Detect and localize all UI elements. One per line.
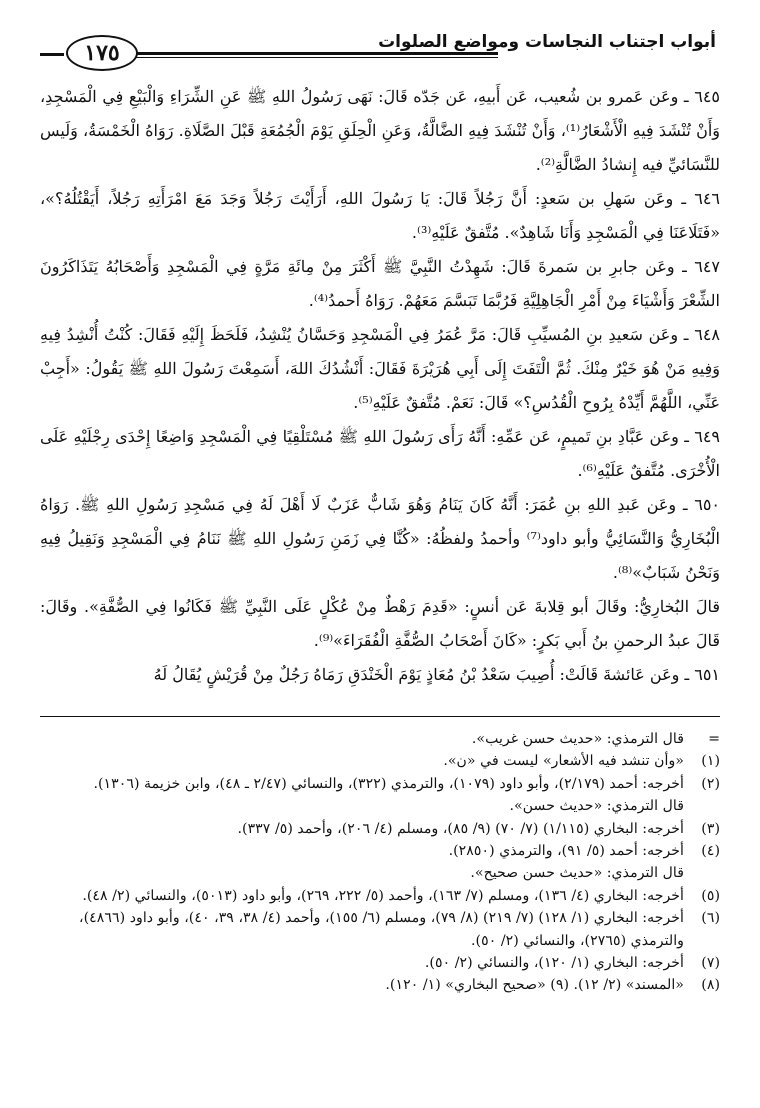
footnote-3	[40, 818, 720, 840]
footnote-number: (٨)	[701, 977, 720, 994]
footnote-7	[40, 952, 720, 974]
hadith-648: ٦٤٨ ـ وعَن سَعيدِ بنِ المُسيِّبِ قَالَ: مَرَّ عُمَرُ فِي الْمَسْجِدِ وَحَسَّانُ يُنْشِدُ، فَلَحَظَ إِلَيْهِ فَقَالَ: كُنْتُ أُنْشِدُ فِيهِ وَفِيهِ مَنْ هُوَ خَيْرٌ مِنْكَ. ثُمَّ الْتَفَتَ إِلَى أَبِي هُرَيْرَةَ فَقَالَ: أَنْشُدُكَ اللهَ، أَسَمِعْتَ رَسُولَ اللهِ ﷺ يَقُولُ: «أَجِبْ عَنِّي، اللَّهُمَّ أَيِّدْهُ بِرُوحِ الْقُدُسِ؟» قَالَ: نَعَمْ. مُتَّفقٌ عَلَيْهِ⁽⁵⁾.	[40, 325, 720, 412]
footnote-number: (٧)	[701, 955, 720, 972]
footnote-6	[40, 907, 720, 952]
footnote-number: (٥)	[701, 887, 720, 904]
footnote-text: أخرجه: أحمد (٥/ ٩١)، والترمذي (٢٨٥٠).	[448, 843, 684, 860]
hadith-649: ٦٤٩ ـ وعَن عَبَّادِ بنِ تَميمٍ، عَن عَمِّهِ: أَنَّهُ رَأَى رَسُولَ اللهِ ﷺ مُسْتَلْقِيًا فِي الْمَسْجِدِ وَاضِعًا إِحْدَى رِجْلَيْهِ عَلَى الْأُخْرَى. مُتَّفقٌ عَلَيْهِ⁽⁶⁾.	[40, 427, 720, 480]
footnote-text: «وأن تنشد فيه الأشعار» ليست في «ن».	[443, 753, 684, 770]
footnote-4-note	[40, 862, 720, 884]
footnote-text: قال الترمذي: «حديث حسن غريب».	[471, 731, 684, 747]
page-header	[40, 22, 720, 66]
main-text	[40, 80, 720, 692]
bukhari-comment: قالَ البُخارِيُّ: وقَالَ أبو قِلابةَ عَن أنسٍ: «قَدِمَ رَهْطٌ مِنْ عُكْلٍ عَلَى النَّبِيِّ ﷺ فَكَانُوا فِي الصُّفَّةِ». وقَالَ: قَالَ عبدُ الرحمنِ بنُ أَبي بَكرٍ: «كَانَ أَصْحَابُ الصُّفَّةِ الْفُقَرَاءَ»⁽⁹⁾.	[40, 597, 720, 650]
header-rule-thin	[136, 57, 498, 58]
header-rule	[136, 52, 498, 55]
footnote-number: (١)	[701, 753, 720, 770]
footnote-number: (٢)	[701, 775, 720, 792]
hadith-647: ٦٤٧ ـ وعَن جابرِ بن سَمرةَ قَالَ: شَهِدْتُ النَّبِيَّ ﷺ أَكْثَرَ مِنْ مِائَةِ مَرَّةٍ فِي الْمَسْجِدِ وَأَصْحَابُهُ يَتَذَاكَرُونَ الشِّعْرَ وَأَشْيَاءَ مِنْ أَمْرِ الْجَاهِلِيَّةِ فَرُبَّمَا تَبَسَّمَ مَعَهُمْ. رَوَاهُ أَحمدُ⁽⁴⁾.	[40, 257, 721, 310]
page-number: ١٧٥	[66, 35, 138, 71]
footnote-8-9	[40, 974, 720, 996]
footnote-2-note	[40, 795, 720, 817]
footnote-text: قال الترمذي: «حديث حسن صحيح».	[470, 865, 684, 882]
hadith-651: ٦٥١ ـ وعَن عَائشةَ قَالَتْ: أُصِيبَ سَعْدُ بْنُ مُعَاذٍ يَوْمَ الْخَنْدَقِ رَمَاهُ رَجُلٌ مِنْ قُرَيْشٍ يُقَالُ لَهُ	[153, 665, 720, 684]
footnote-text: أخرجه: البخاري (١/ ١٢٨) (٧/ ٢١٩) (٨/ ٧٩)، ومسلم (٦/ ١٥٥)، وأحمد (٤/ ٣٨، ٣٩، ٤٠)، وأبو داود (٤٨٦٦)، والترمذي (٢٧٦٥)، والنسائي (٢/ ٥٠).	[79, 910, 684, 949]
footnote-text: أخرجه: البخاري (١/ ١٢٠)، والنسائي (٢/ ٥٠).	[424, 955, 684, 972]
footnote-number: (٦)	[701, 910, 720, 927]
footnote-1	[40, 750, 720, 772]
footnote-text: أخرجه: البخاري (١/١١٥) (٧/ ٧٠) (٩/ ٨٥)، ومسلم (٤/ ٢٠٦)، وأحمد (٥/ ٣٣٧).	[237, 820, 684, 837]
footnote-separator	[40, 716, 720, 717]
running-title: أبواب اجتناب النجاسات ومواضع الصلوات	[378, 32, 716, 52]
footnote-number: =	[708, 731, 720, 747]
footnote-text: قال الترمذي: «حديث حسن».	[509, 798, 684, 815]
footnote-text: أخرجه: أحمد (٢/١٧٩)، وأبو داود (١٠٧٩)، والترمذي (٣٢٢)، والنسائي (٢/٤٧ ـ ٤٨)، وابن خزيمة (١٣٠٦).	[93, 775, 684, 792]
header-rule-left	[40, 53, 64, 56]
footnote-text: أخرجه: البخاري (٤/ ١٣٦)، ومسلم (٧/ ١٦٣)، وأحمد (٥/ ٢٢٢، ٢٦٩)، وأبو داود (٥٠١٣)، والنسائي (٢/ ٤٨).	[82, 887, 684, 904]
footnote-number: (٣)	[701, 820, 720, 837]
footnote-4	[40, 840, 720, 862]
hadith-646: ٦٤٦ ـ وعَن سَهلِ بن سَعدٍ: أَنَّ رَجُلاً قَالَ: يَا رَسُولَ اللهِ، أَرَأَيْتَ رَجُلاً وَجَدَ مَعَ امْرَأَتِهِ رَجُلاً، أَيَقْتُلُهُ؟»، «فَتَلَاعَنَا فِي الْمَسْجِدِ وَأَنَا شَاهِدٌ». مُتَّفقٌ عَلَيْهِ⁽³⁾.	[40, 189, 720, 242]
footnote-continuation	[40, 728, 720, 750]
hadith-650: ٦٥٠ ـ وعَن عَبدِ اللهِ بنِ عُمَرَ: أَنَّهُ كَانَ يَنَامُ وَهُوَ شَابٌّ عَزَبٌ لَا أَهْلَ لَهُ فِي مَسْجِدِ رَسُولِ اللهِ ﷺ. رَوَاهُ الْبُخَارِيُّ وَالنَّسَائِيُّ وأبو داود⁽⁷⁾ وأحمدُ ولفظُهُ: «كُنَّا فِي زَمَنِ رَسُولِ اللهِ ﷺ نَنَامُ فِي الْمَسْجِدِ وَنَقِيلُ فِيهِ وَنَحْنُ شَبَابٌ»⁽⁸⁾.	[40, 495, 720, 582]
footnote-2	[40, 773, 720, 795]
footnotes	[40, 728, 720, 997]
footnote-5	[40, 885, 720, 907]
footnote-number: (٤)	[701, 843, 720, 860]
footnote-text: «المسند» (٢/ ١٢). (٩) «صحيح البخاري» (١/ ١٢٠).	[385, 977, 684, 994]
hadith-645: ٦٤٥ ـ وعَن عَمرو بن شُعيب، عَن أَبيهِ، عَن جَدّه قَالَ: نَهَى رَسُولُ اللهِ ﷺ عَنِ الشِّرَاءِ وَالْبَيْعِ فِي الْمَسْجِدِ، وَأَنْ تُنْشَدَ فِيهِ الْأَشْعَارُ⁽¹⁾، وَأَنْ تُنْشَدَ فِيهِ الضَّالَّةُ، وَعَنِ الْحِلَقِ يَوْمَ الْجُمُعَةِ قَبْلَ الصَّلَاةِ. رَوَاهُ الْخَمْسَةُ، وَلَيس للنَّسَائيِّ فيه إِنشادُ الضَّالَّةِ⁽²⁾.	[40, 87, 720, 174]
